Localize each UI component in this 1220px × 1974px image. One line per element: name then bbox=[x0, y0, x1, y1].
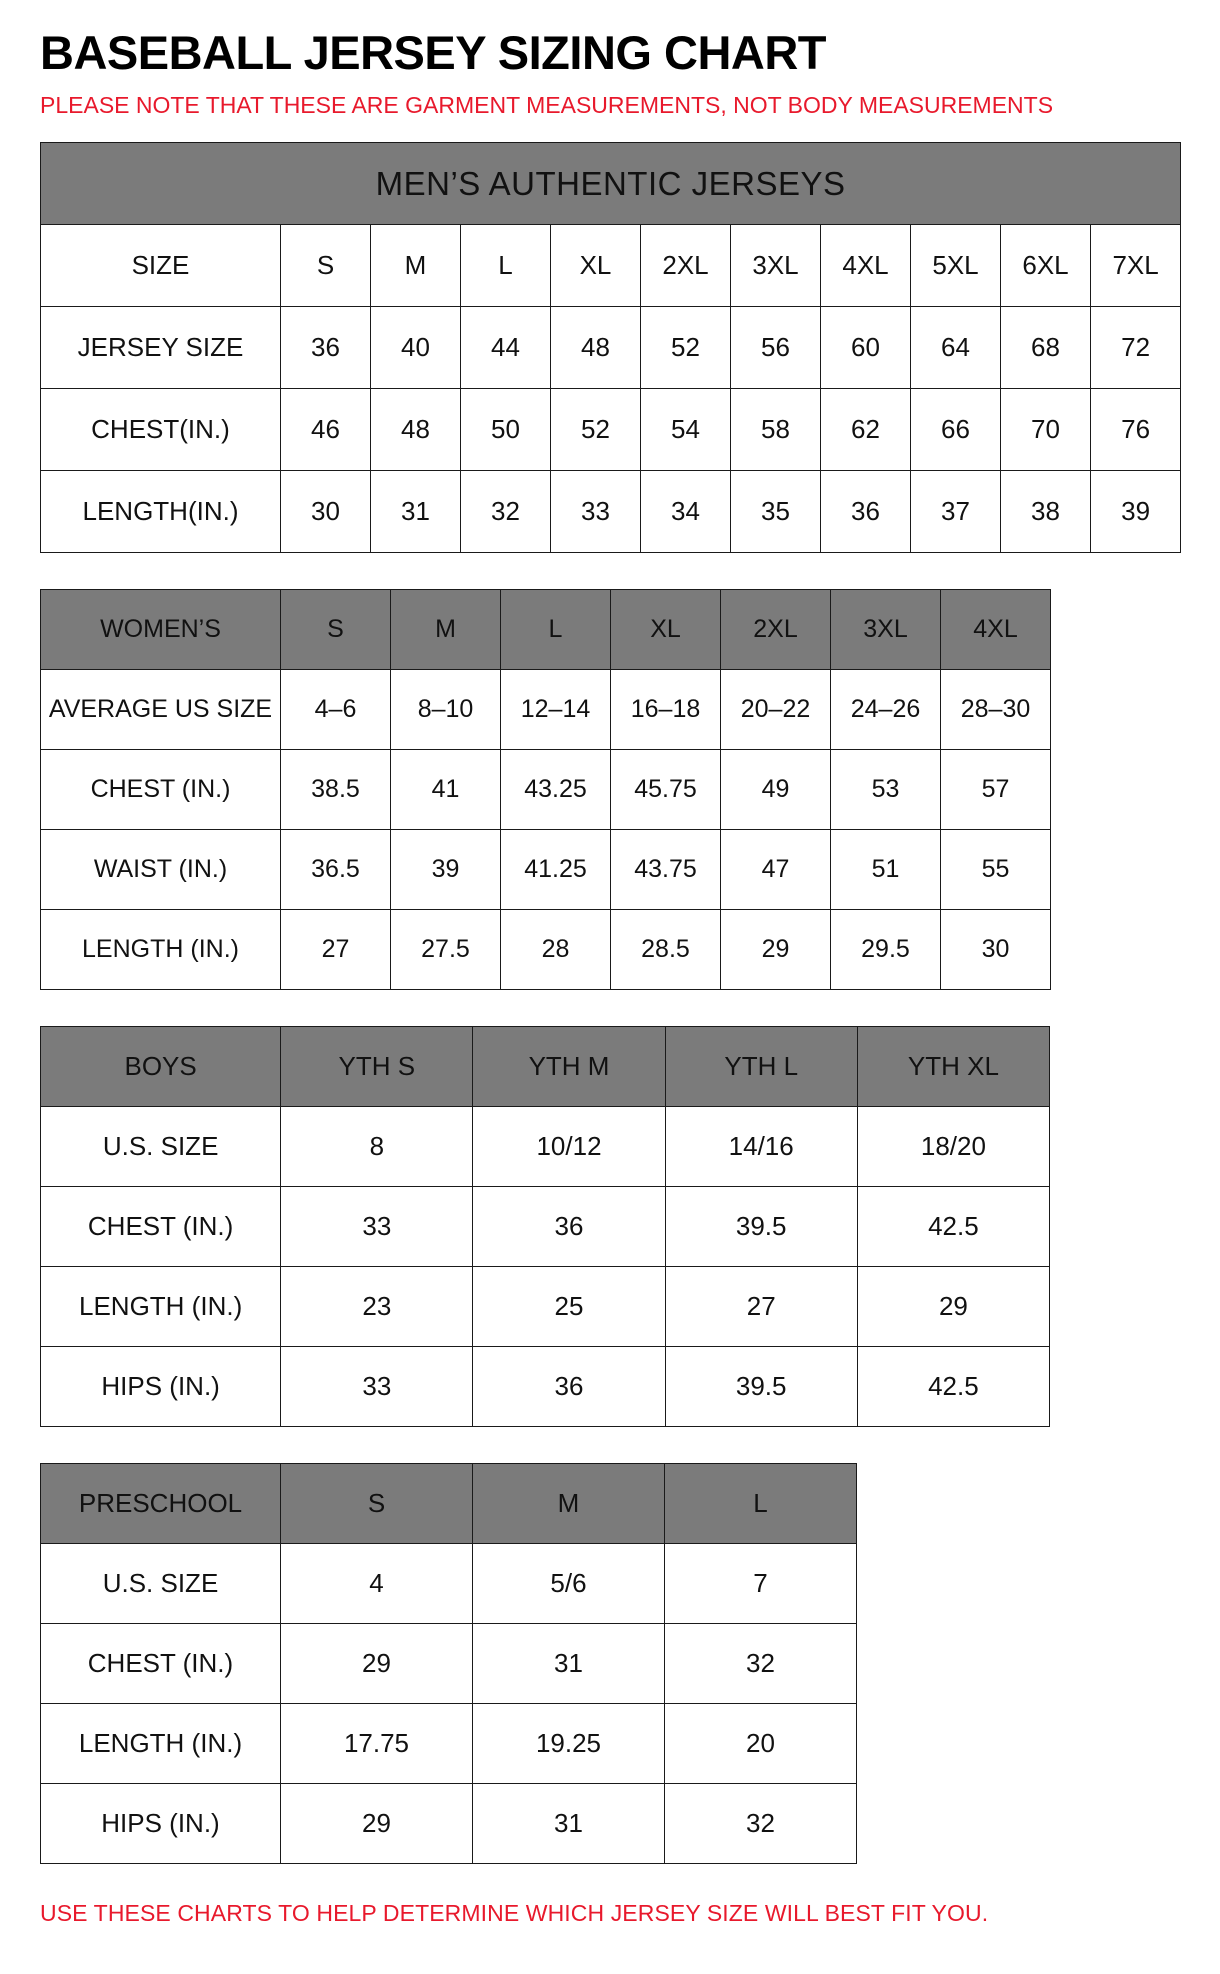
table-cell: 66 bbox=[911, 389, 1001, 471]
boys-sizing-table bbox=[40, 1026, 1050, 1427]
page-title: BASEBALL JERSEY SIZING CHART bbox=[40, 26, 826, 79]
table-cell: 35 bbox=[731, 471, 821, 553]
boys-size-header: YTH S bbox=[281, 1027, 473, 1107]
table-cell: 10/12 bbox=[473, 1107, 665, 1187]
preschool-sizing-table bbox=[40, 1463, 857, 1864]
table-cell: 53 bbox=[831, 750, 941, 830]
table-cell: 46 bbox=[281, 389, 371, 471]
boys-row-label: U.S. SIZE bbox=[41, 1107, 281, 1187]
preschool-row-label: LENGTH (IN.) bbox=[41, 1704, 281, 1784]
table-cell: 57 bbox=[941, 750, 1051, 830]
table-cell: 41.25 bbox=[501, 830, 611, 910]
table-row bbox=[41, 1267, 1050, 1347]
table-cell: 36 bbox=[473, 1347, 665, 1427]
mens-size-label: SIZE bbox=[41, 225, 281, 307]
table-cell: 47 bbox=[721, 830, 831, 910]
table-cell: 52 bbox=[641, 307, 731, 389]
boys-size-header: YTH XL bbox=[857, 1027, 1049, 1107]
table-cell: 29 bbox=[281, 1624, 473, 1704]
mens-size-cell: 4XL bbox=[821, 225, 911, 307]
preschool-size-header: L bbox=[665, 1464, 857, 1544]
table-row bbox=[41, 307, 1181, 389]
table-cell: 64 bbox=[911, 307, 1001, 389]
preschool-size-header: M bbox=[473, 1464, 665, 1544]
table-row bbox=[41, 1187, 1050, 1267]
mens-row-label: LENGTH(IN.) bbox=[41, 471, 281, 553]
table-cell: 39 bbox=[1091, 471, 1181, 553]
table-row bbox=[41, 1704, 857, 1784]
table-cell: 48 bbox=[551, 307, 641, 389]
womens-row-label: CHEST (IN.) bbox=[41, 750, 281, 830]
table-row bbox=[41, 1624, 857, 1704]
mens-size-cell: 7XL bbox=[1091, 225, 1181, 307]
table-cell: 76 bbox=[1091, 389, 1181, 471]
table-cell: 7 bbox=[665, 1544, 857, 1624]
table-row bbox=[41, 750, 1051, 830]
mens-table-body bbox=[41, 143, 1181, 553]
mens-size-cell: M bbox=[371, 225, 461, 307]
mens-size-cell: 3XL bbox=[731, 225, 821, 307]
table-cell: 55 bbox=[941, 830, 1051, 910]
table-cell: 43.25 bbox=[501, 750, 611, 830]
table-cell: 43.75 bbox=[611, 830, 721, 910]
table-cell: 27 bbox=[665, 1267, 857, 1347]
boys-row-label: CHEST (IN.) bbox=[41, 1187, 281, 1267]
womens-size-header: L bbox=[501, 590, 611, 670]
table-row bbox=[41, 830, 1051, 910]
table-row bbox=[41, 1107, 1050, 1187]
boys-header-label: BOYS bbox=[41, 1027, 281, 1107]
table-cell: 45.75 bbox=[611, 750, 721, 830]
table-cell: 33 bbox=[551, 471, 641, 553]
table-cell: 62 bbox=[821, 389, 911, 471]
table-row bbox=[41, 389, 1181, 471]
table-cell: 39.5 bbox=[665, 1187, 857, 1267]
boys-row-label: LENGTH (IN.) bbox=[41, 1267, 281, 1347]
preschool-row-label: CHEST (IN.) bbox=[41, 1624, 281, 1704]
preschool-row-label: U.S. SIZE bbox=[41, 1544, 281, 1624]
footer-note: USE THESE CHARTS TO HELP DETERMINE WHICH JERSEY SIZE WILL BEST FIT YOU. bbox=[40, 1900, 989, 1927]
table-cell: 33 bbox=[281, 1347, 473, 1427]
mens-size-row bbox=[41, 225, 1181, 307]
table-row bbox=[41, 910, 1051, 990]
table-cell: 20 bbox=[665, 1704, 857, 1784]
table-row bbox=[41, 471, 1181, 553]
table-cell: 31 bbox=[371, 471, 461, 553]
table-cell: 24–26 bbox=[831, 670, 941, 750]
table-cell: 56 bbox=[731, 307, 821, 389]
table-cell: 28–30 bbox=[941, 670, 1051, 750]
boys-size-header: YTH M bbox=[473, 1027, 665, 1107]
table-cell: 28.5 bbox=[611, 910, 721, 990]
garment-measurement-note: PLEASE NOTE THAT THESE ARE GARMENT MEASUREMENTS, NOT BODY MEASUREMENTS bbox=[40, 92, 1054, 119]
mens-size-cell: 2XL bbox=[641, 225, 731, 307]
table-cell: 29 bbox=[721, 910, 831, 990]
table-cell: 12–14 bbox=[501, 670, 611, 750]
table-cell: 28 bbox=[501, 910, 611, 990]
table-cell: 37 bbox=[911, 471, 1001, 553]
table-cell: 8 bbox=[281, 1107, 473, 1187]
table-cell: 68 bbox=[1001, 307, 1091, 389]
mens-row-label: JERSEY SIZE bbox=[41, 307, 281, 389]
table-cell: 54 bbox=[641, 389, 731, 471]
boys-table-body bbox=[41, 1027, 1050, 1427]
table-cell: 4–6 bbox=[281, 670, 391, 750]
table-cell: 36 bbox=[821, 471, 911, 553]
boys-size-header: YTH L bbox=[665, 1027, 857, 1107]
table-cell: 4 bbox=[281, 1544, 473, 1624]
table-cell: 38 bbox=[1001, 471, 1091, 553]
table-cell: 5/6 bbox=[473, 1544, 665, 1624]
table-cell: 25 bbox=[473, 1267, 665, 1347]
table-cell: 18/20 bbox=[857, 1107, 1049, 1187]
table-cell: 40 bbox=[371, 307, 461, 389]
mens-size-cell: L bbox=[461, 225, 551, 307]
womens-table-body bbox=[41, 590, 1051, 990]
mens-size-cell: 5XL bbox=[911, 225, 1001, 307]
womens-size-header: 4XL bbox=[941, 590, 1051, 670]
table-cell: 19.25 bbox=[473, 1704, 665, 1784]
preschool-row-label: HIPS (IN.) bbox=[41, 1784, 281, 1864]
table-cell: 36.5 bbox=[281, 830, 391, 910]
table-row bbox=[41, 1544, 857, 1624]
womens-row-label: AVERAGE US SIZE bbox=[41, 670, 281, 750]
table-cell: 17.75 bbox=[281, 1704, 473, 1784]
table-cell: 32 bbox=[665, 1624, 857, 1704]
womens-header-row bbox=[41, 590, 1051, 670]
table-cell: 32 bbox=[461, 471, 551, 553]
mens-size-cell: 6XL bbox=[1001, 225, 1091, 307]
table-cell: 29 bbox=[281, 1784, 473, 1864]
table-cell: 52 bbox=[551, 389, 641, 471]
womens-header-label: WOMEN’S bbox=[41, 590, 281, 670]
womens-size-header: S bbox=[281, 590, 391, 670]
preschool-size-header: S bbox=[281, 1464, 473, 1544]
table-cell: 42.5 bbox=[857, 1347, 1049, 1427]
boys-row-label: HIPS (IN.) bbox=[41, 1347, 281, 1427]
table-cell: 38.5 bbox=[281, 750, 391, 830]
womens-row-label: WAIST (IN.) bbox=[41, 830, 281, 910]
table-row bbox=[41, 1784, 857, 1864]
table-cell: 30 bbox=[941, 910, 1051, 990]
table-cell: 8–10 bbox=[391, 670, 501, 750]
table-row bbox=[41, 1347, 1050, 1427]
table-cell: 31 bbox=[473, 1624, 665, 1704]
womens-size-header: M bbox=[391, 590, 501, 670]
table-cell: 20–22 bbox=[721, 670, 831, 750]
table-cell: 39 bbox=[391, 830, 501, 910]
table-cell: 41 bbox=[391, 750, 501, 830]
table-cell: 32 bbox=[665, 1784, 857, 1864]
table-cell: 72 bbox=[1091, 307, 1181, 389]
mens-row-label: CHEST(IN.) bbox=[41, 389, 281, 471]
mens-size-cell: S bbox=[281, 225, 371, 307]
boys-header-row bbox=[41, 1027, 1050, 1107]
table-cell: 70 bbox=[1001, 389, 1091, 471]
table-cell: 34 bbox=[641, 471, 731, 553]
womens-size-header: XL bbox=[611, 590, 721, 670]
womens-size-header: 3XL bbox=[831, 590, 941, 670]
table-cell: 14/16 bbox=[665, 1107, 857, 1187]
womens-row-label: LENGTH (IN.) bbox=[41, 910, 281, 990]
table-cell: 29 bbox=[857, 1267, 1049, 1347]
preschool-header-row bbox=[41, 1464, 857, 1544]
table-cell: 44 bbox=[461, 307, 551, 389]
mens-sizing-table bbox=[40, 142, 1181, 553]
mens-size-cell: XL bbox=[551, 225, 641, 307]
table-cell: 58 bbox=[731, 389, 821, 471]
table-cell: 51 bbox=[831, 830, 941, 910]
mens-banner-row bbox=[41, 143, 1181, 225]
mens-banner: MEN’S AUTHENTIC JERSEYS bbox=[41, 143, 1181, 225]
table-cell: 36 bbox=[281, 307, 371, 389]
table-cell: 31 bbox=[473, 1784, 665, 1864]
table-cell: 39.5 bbox=[665, 1347, 857, 1427]
table-cell: 27.5 bbox=[391, 910, 501, 990]
table-cell: 23 bbox=[281, 1267, 473, 1347]
table-cell: 16–18 bbox=[611, 670, 721, 750]
womens-sizing-table bbox=[40, 589, 1051, 990]
table-row bbox=[41, 670, 1051, 750]
preschool-header-label: PRESCHOOL bbox=[41, 1464, 281, 1544]
table-cell: 36 bbox=[473, 1187, 665, 1267]
womens-size-header: 2XL bbox=[721, 590, 831, 670]
table-cell: 33 bbox=[281, 1187, 473, 1267]
table-cell: 42.5 bbox=[857, 1187, 1049, 1267]
preschool-table-body bbox=[41, 1464, 857, 1864]
table-cell: 27 bbox=[281, 910, 391, 990]
table-cell: 60 bbox=[821, 307, 911, 389]
table-cell: 48 bbox=[371, 389, 461, 471]
table-cell: 30 bbox=[281, 471, 371, 553]
table-cell: 29.5 bbox=[831, 910, 941, 990]
table-cell: 50 bbox=[461, 389, 551, 471]
table-cell: 49 bbox=[721, 750, 831, 830]
